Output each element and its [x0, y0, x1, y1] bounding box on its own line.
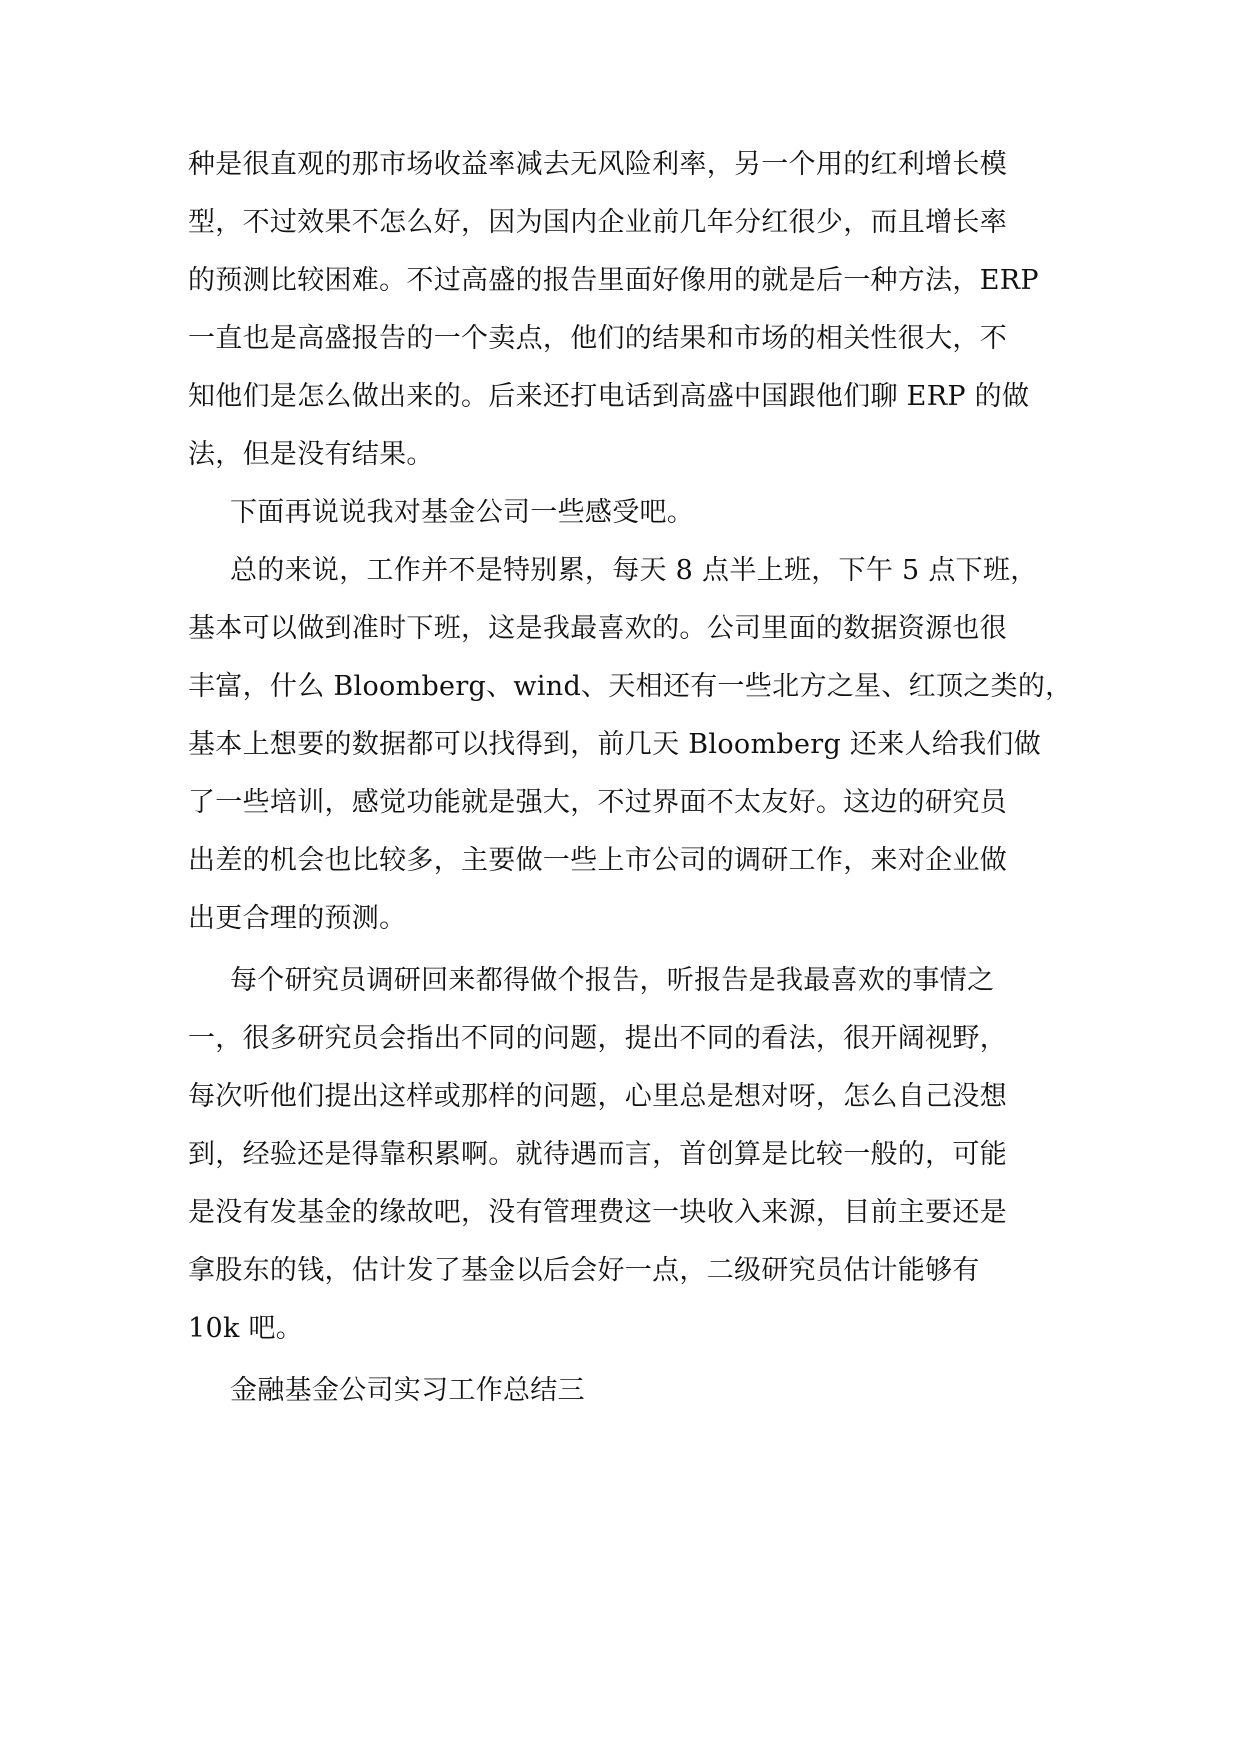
text-line: 型，不过效果不怎么好，因为国内企业前几年分红很少，而且增长率: [188, 207, 1007, 238]
text-line: 种是很直观的那市场收益率减去无风险利率，另一个用的红利增长模: [188, 149, 1007, 180]
paragraph-first-line: 每个研究员调研回来都得做个报告，听报告是我最喜欢的事情之: [230, 965, 995, 996]
text-line: 是没有发基金的缘故吧，没有管理费这一块收入来源，目前主要还是: [188, 1197, 1007, 1228]
text-line: 一，很多研究员会指出不同的问题，提出不同的看法，很开阔视野，: [188, 1023, 1007, 1054]
text-line: 了一些培训，感觉功能就是强大，不过界面不太友好。这边的研究员: [188, 787, 1007, 818]
paragraph-first-line: 总的来说，工作并不是特别累，每天 8 点半上班，下午 5 点下班，: [230, 555, 1038, 586]
text-line: 到，经验还是得靠积累啊。就待遇而言，首创算是比较一般的，可能: [188, 1139, 1007, 1170]
text-line: 的预测比较困难。不过高盛的报告里面好像用的就是后一种方法，ERP: [188, 265, 1039, 296]
text-line: 出更合理的预测。: [188, 903, 407, 934]
text-line: 每次听他们提出这样或那样的问题，心里总是想对呀，怎么自己没想: [188, 1081, 1007, 1112]
text-line: 一直也是高盛报告的一个卖点，他们的结果和市场的相关性很大，不: [188, 323, 1007, 354]
text-line: 法，但是没有结果。: [188, 439, 434, 470]
text-line: 知他们是怎么做出来的。后来还打电话到高盛中国跟他们聊 ERP 的做: [188, 381, 1030, 412]
text-line: 基本上想要的数据都可以找得到，前几天 Bloomberg 还来人给我们做: [188, 729, 1042, 760]
text-line: 出差的机会也比较多，主要做一些上市公司的调研工作，来对企业做: [188, 845, 1007, 876]
text-line: 拿股东的钱，估计发了基金以后会好一点，二级研究员估计能够有: [188, 1255, 980, 1286]
text-line: 丰富，什么 Bloomberg、wind、天相还有一些北方之星、红顶之类的，: [188, 671, 1073, 702]
text-line: 基本可以做到准时下班，这是我最喜欢的。公司里面的数据资源也很: [188, 613, 1007, 644]
paragraph-first-line: 下面再说说我对基金公司一些感受吧。: [230, 497, 695, 528]
text-line: 10k 吧。: [188, 1313, 304, 1344]
section-heading: 金融基金公司实习工作总结三: [230, 1375, 585, 1406]
